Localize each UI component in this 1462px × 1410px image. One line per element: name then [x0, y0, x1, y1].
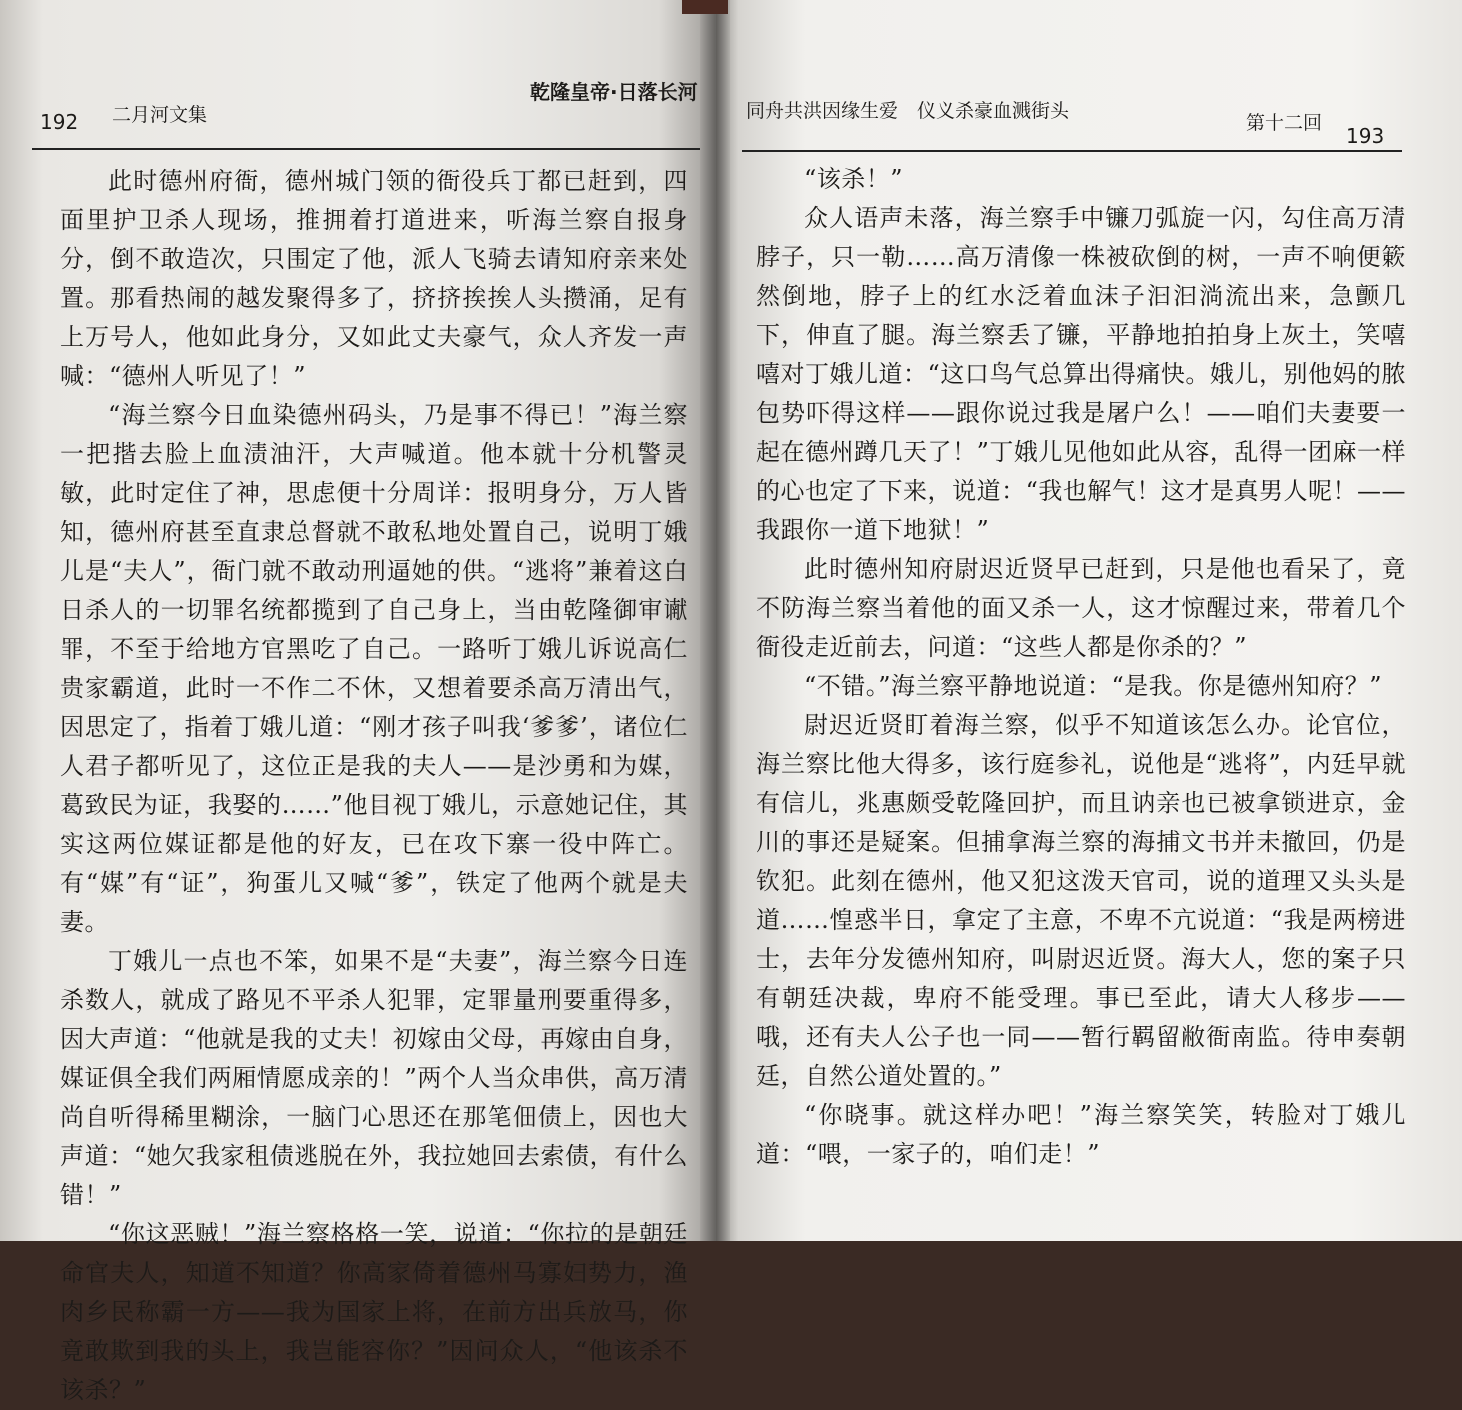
paragraph: 众人语声未落，海兰察手中镰刀弧旋一闪，勾住高万清脖子，只一勒……高万清像一株被砍倒的树，一声不响便簌然倒地，脖子上的红水泛着血沫子汩汩淌流出来，急颤几下，伸直了腿。海兰察丢了镰，平静地拍拍身上灰土，笑嘻嘻对丁娥儿道：“这口鸟气总算出得痛快。娥儿，别他妈的脓包势吓得这样——跟你说过我是屠户么！——咱们夫妻要一起在德州蹲几天了！”丁娥儿见他如此从容，乱得一团麻一样的心也定了下来，说道：“我也解气！这才是真男人呢！——我跟你一道下地狱！” — [756, 204, 1406, 544]
paragraph: “你这恶贼！”海兰察格格一笑，说道：“你拉的是朝廷命官夫人，知道不知道？你高家倚着德州马寡妇势力，渔肉乡民称霸一方——我为国家上将，在前方出兵放马，你竟敢欺到我的头上，我岂能容你？”因问众人，“他该杀不该杀？” — [60, 1220, 688, 1404]
right-body-text — [756, 160, 1406, 1174]
chapter-label: 第十二回 — [1246, 112, 1323, 134]
chapter-title: 同舟共洪因缘生爱 仪义杀豪血溅街头 — [746, 100, 1070, 122]
left-page — [0, 0, 716, 1404]
paragraph: 丁娥儿一点也不笨，如果不是“夫妻”，海兰察今日连杀数人，就成了路见不平杀人犯罪，定罪量刑要重得多，因大声道：“他就是我的丈夫！初嫁由父母，再嫁由自身，媒证俱全我们两厢情愿成亲的！”两个人当众串供，高万清尚自听得稀里糊涂，一脑门心思还在那笔佃债上，因也大声道：“她欠我家租债逃脱在外，我拉她回去索债，有什么错！” — [60, 947, 688, 1209]
series-title: 二月河文集 — [112, 104, 208, 126]
paragraph: “你晓事。就这样办吧！”海兰察笑笑，转脸对丁娥儿道：“喂，一家子的，咱们走！” — [756, 1101, 1406, 1168]
paragraph: “海兰察今日血染德州码头，乃是事不得已！”海兰察一把揩去脸上血渍油汗，大声喊道。他本就十分机警灵敏，此时定住了神，思虑便十分周详：报明身分，万人皆知，德州府甚至直隶总督就不敢私地处置自己，说明丁娥儿是“夫人”，衙门就不敢动刑逼她的供。“逃将”兼着这白日杀人的一切罪名统都揽到了自己身上，当由乾隆御审谳罪，不至于给地方官黑吃了自己。一路听丁娥儿诉说高仁贵家霸道，此时一不作二不休，又想着要杀高万清出气，因思定了，指着丁娥儿道：“刚才孩子叫我‘爹爹’，诸位仁人君子都听见了，这位正是我的夫人——是沙勇和为媒，葛致民为证，我娶的……”他目视丁娥儿，示意她记住，其实这两位媒证都是他的好友，已在攻下寨一役中阵亡。有“媒”有“证”，狗蛋儿又喊“爹”，铁定了他两个就是夫妻。 — [60, 401, 688, 936]
left-header-rule — [32, 148, 700, 150]
paragraph: “不错。”海兰察平静地说道：“是我。你是德州知府？” — [804, 672, 1383, 700]
paragraph: “该杀！” — [804, 165, 904, 193]
left-page-number: 192 — [40, 110, 79, 134]
book-spine-gutter — [700, 0, 730, 1241]
paragraph: 尉迟近贤盯着海兰察，似乎不知道该怎么办。论官位，海兰察比他大得多，该行庭参礼，说他是“逃将”，内廷早就有信儿，兆惠颇受乾隆回护，而且讷亲也已被拿锁进京，金川的事还是疑案。但捕拿海兰察的海捕文书并未撤回，仍是钦犯。此刻在德州，他又犯这泼天官司，说的道理又头头是道……惶惑半日，拿定了主意，不卑不亢说道：“我是两榜进士，去年分发德州知府，叫尉迟近贤。海大人，您的案子只有朝廷决裁，卑府不能受理。事已至此，请大人移步——哦，还有夫人公子也一同——暂行羁留敝衙南监。待申奏朝廷，自然公道处置的。” — [756, 711, 1406, 1090]
right-page — [716, 0, 1462, 1241]
right-header-rule — [742, 150, 1402, 152]
left-body-text — [60, 162, 688, 1410]
book-title: 乾隆皇帝·日落长河 — [530, 80, 698, 104]
right-page-number: 193 — [1346, 124, 1385, 148]
paragraph: 此时德州知府尉迟近贤早已赶到，只是他也看呆了，竟不防海兰察当着他的面又杀一人，这才惊醒过来，带着几个衙役走近前去，问道：“这些人都是你杀的？” — [756, 555, 1406, 661]
paragraph: 此时德州府衙，德州城门领的衙役兵丁都已赶到，四面里护卫杀人现场，推拥着打道进来，听海兰察自报身分，倒不敢造次，只围定了他，派人飞骑去请知府亲来处置。那看热闹的越发聚得多了，挤挤挨挨人头攒涌，足有上万号人，他如此身分，又如此丈夫豪气，众人齐发一声喊：“德州人听见了！” — [60, 167, 688, 390]
book-spine-top — [682, 0, 728, 14]
